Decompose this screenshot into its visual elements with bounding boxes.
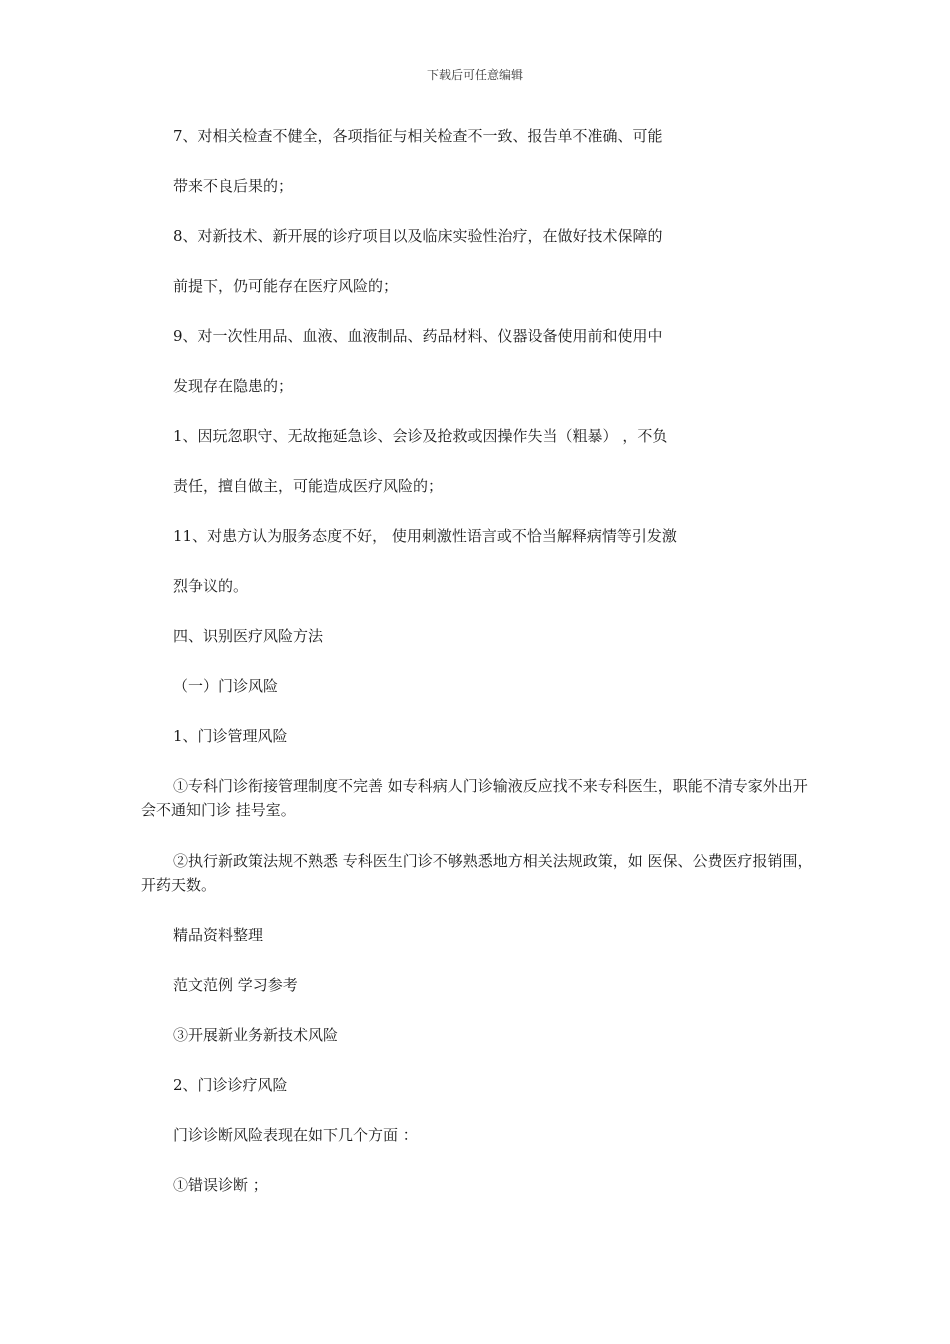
text-line: 11、对患方认为服务态度不好， 使用刺激性语言或不恰当解释病情等引发激 xyxy=(173,527,677,545)
text-line: 精品资料整理 xyxy=(173,926,264,944)
text-line: 带来不良后果的； xyxy=(173,177,294,195)
text-line: 7、对相关检查不健全，各项指征与相关检查不一致、报告单不准确、可能 xyxy=(173,127,663,145)
text-line: 前提下，仍可能存在医疗风险的； xyxy=(173,277,399,295)
text-line: 门诊诊断风险表现在如下几个方面 ： xyxy=(173,1126,418,1144)
text-line: 8、对新技术、新开展的诊疗项目以及临床实验性治疗，在做好技术保障的 xyxy=(173,227,663,245)
item-heading: 1、门诊管理风险 xyxy=(173,727,288,745)
page-header: 下载后可任意编辑 xyxy=(426,68,523,82)
text-line: 范文范例 学习参考 xyxy=(173,976,298,994)
subsection-heading: （一）门诊风险 xyxy=(173,677,279,695)
paragraph-block xyxy=(141,774,821,822)
paragraph-block xyxy=(141,849,821,897)
text-line: 1、因玩忽职守、无故拖延急诊、会诊及抢救或因操作失当（粗暴） ，不负 xyxy=(173,427,668,445)
section-heading: 四、识别医疗风险方法 xyxy=(173,627,324,645)
paragraph: ①专科门诊衔接管理制度不完善 如专科病人门诊输液反应找不来专科医生，职能不清专家外出开会不通知门诊 挂号室。 xyxy=(141,777,808,819)
text-line: 责任，擅自做主，可能造成医疗风险的； xyxy=(173,477,444,495)
text-line: ③开展新业务新技术风险 xyxy=(173,1026,339,1044)
text-line: 9、对一次性用品、血液、血液制品、药品材料、仪器设备使用前和使用中 xyxy=(173,327,663,345)
paragraph: ②执行新政策法规不熟悉 专科医生门诊不够熟悉地方相关法规政策，如 医保、公费医疗报销围，开药天数。 xyxy=(141,852,813,894)
text-line: 发现存在隐患的； xyxy=(173,377,294,395)
text-line: 烈争议的。 xyxy=(173,577,249,595)
item-heading: 2、门诊诊疗风险 xyxy=(173,1076,288,1094)
text-line: ①错误诊断 ； xyxy=(173,1176,268,1194)
